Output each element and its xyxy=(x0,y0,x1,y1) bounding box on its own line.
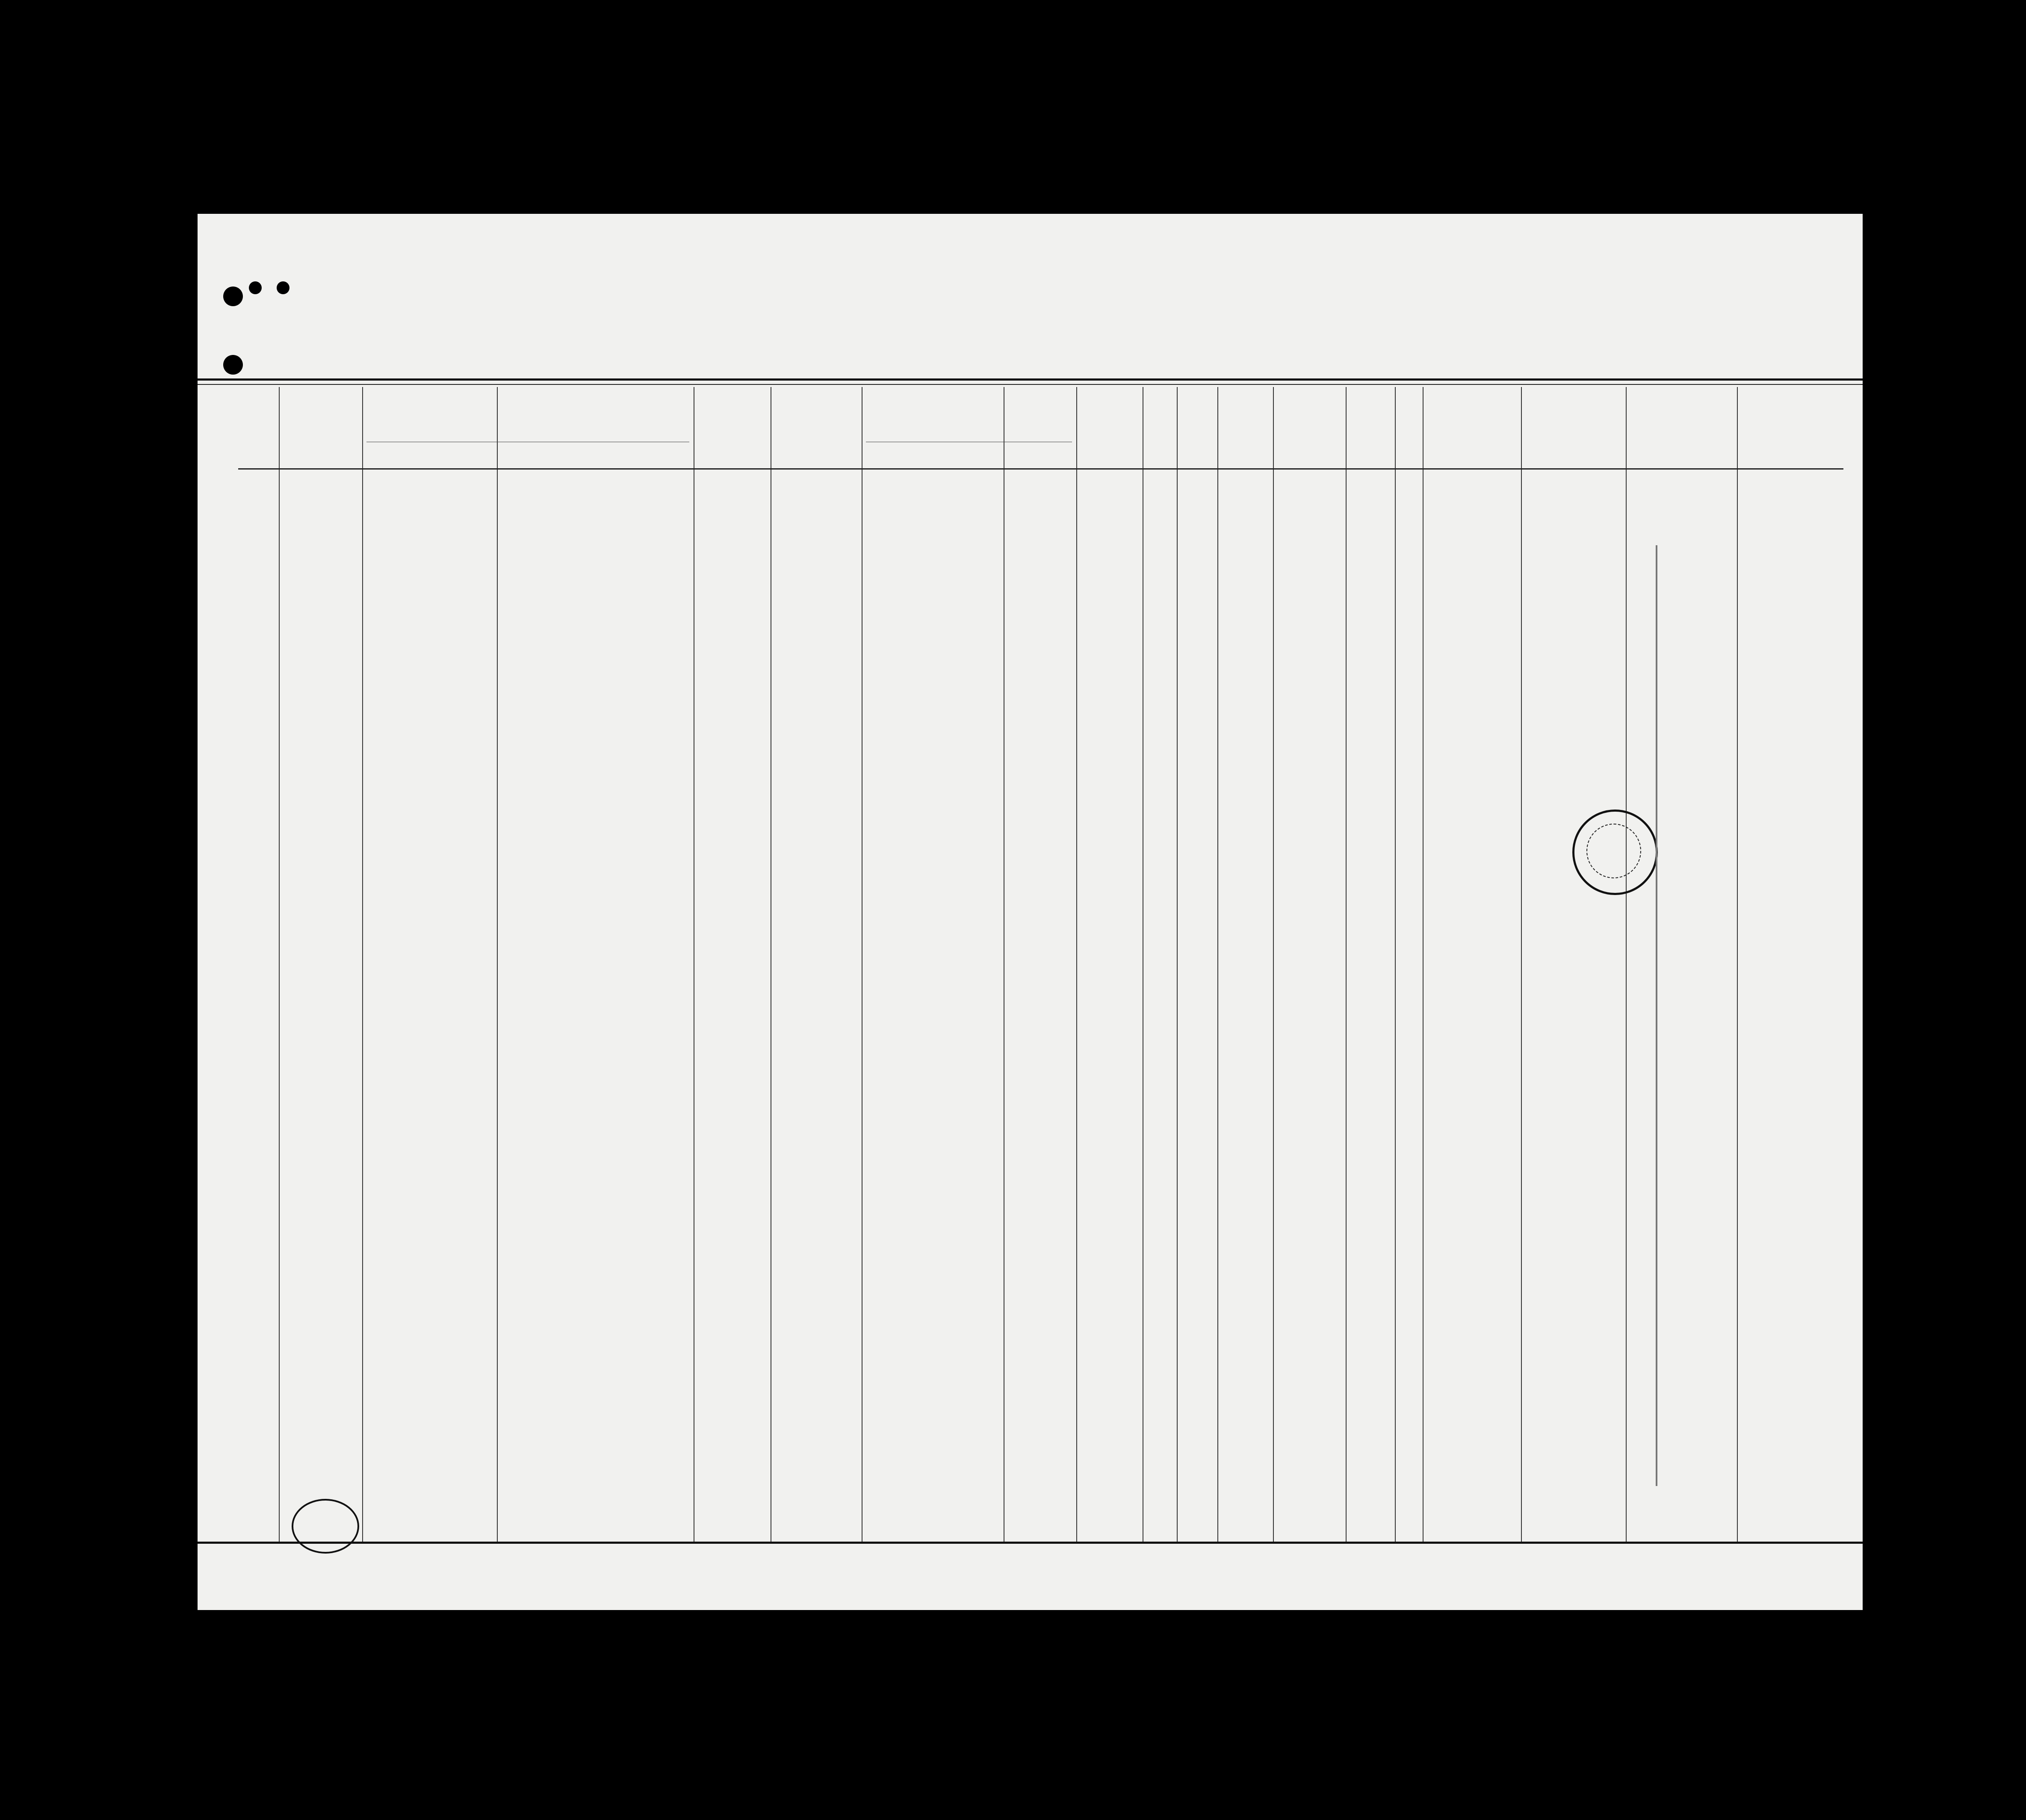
crew-table xyxy=(238,387,1843,1542)
column-divider xyxy=(1273,387,1274,1542)
column-divider xyxy=(1177,387,1178,1542)
column-divider xyxy=(1423,387,1424,1542)
column-header xyxy=(362,389,694,399)
column-header xyxy=(1395,389,1423,399)
header-rule xyxy=(198,384,1863,385)
column-divider xyxy=(1076,387,1077,1542)
column-header xyxy=(1423,389,1521,399)
column-header xyxy=(1177,389,1217,399)
column-divider xyxy=(497,387,498,1542)
header-bottom-rule xyxy=(238,468,1843,470)
circled-count xyxy=(292,1499,359,1554)
column-divider xyxy=(362,387,363,1542)
column-divider xyxy=(1217,387,1218,1542)
column-header xyxy=(1273,389,1346,399)
punch-hole xyxy=(223,355,243,375)
manifest-sheet xyxy=(198,214,1863,1610)
punch-hole xyxy=(249,281,262,294)
footer-rule xyxy=(198,1542,1863,1544)
punch-hole xyxy=(277,281,289,294)
pencil-bracket-line xyxy=(1656,545,1657,1486)
punch-hole xyxy=(223,287,243,306)
immigration-seal-stamp xyxy=(1572,810,1658,895)
column-divider xyxy=(279,387,280,1542)
column-header xyxy=(1346,389,1395,399)
column-header xyxy=(1217,389,1273,399)
header-rule xyxy=(198,378,1863,381)
column-divider xyxy=(1346,387,1347,1542)
column-divider xyxy=(1521,387,1522,1542)
column-divider xyxy=(1395,387,1396,1542)
column-divider xyxy=(1737,387,1738,1542)
column-divider xyxy=(1626,387,1627,1542)
